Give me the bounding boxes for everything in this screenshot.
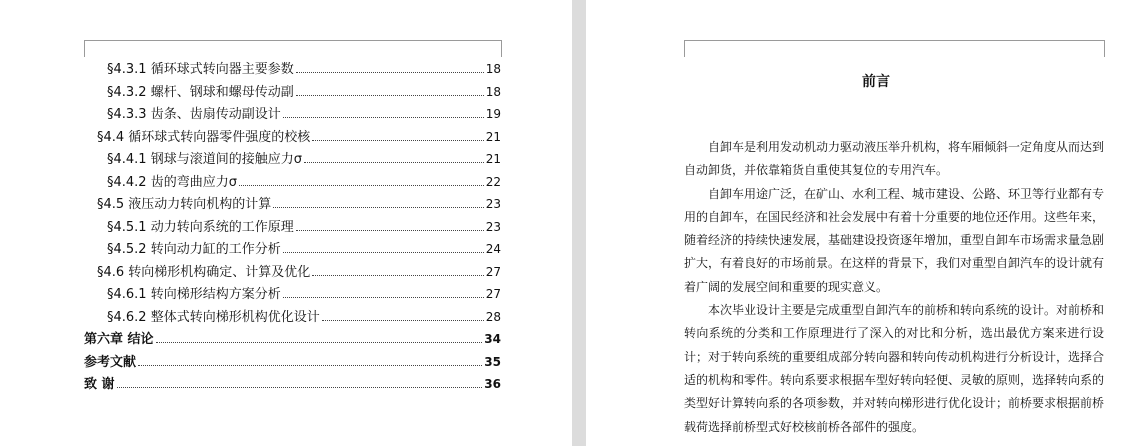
toc-entry-title: 第六章 结论: [84, 332, 154, 347]
toc-entry[interactable]: [107, 174, 501, 191]
toc-entry-title: §4.3.1 循环球式转向器主要参数: [107, 62, 294, 77]
toc-entry-title: §4.4.1 钢球与滚道间的接触应力σ: [107, 152, 302, 167]
toc-dot-leader: [283, 287, 484, 298]
toc-dot-leader: [156, 332, 483, 343]
toc-entry[interactable]: [107, 241, 501, 258]
toc-entry-title: §4.5 液压动力转向机构的计算: [97, 197, 272, 212]
toc-entry[interactable]: [107, 286, 501, 303]
toc-page-number: 27: [485, 287, 501, 301]
toc-page-number: 21: [485, 129, 501, 144]
toc-entry-title: 参考文献: [84, 354, 137, 370]
toc-entry[interactable]: [107, 61, 501, 78]
toc-dot-leader: [273, 197, 483, 208]
toc-entry[interactable]: [97, 264, 501, 281]
toc-page-number: 36: [484, 377, 501, 391]
toc-entry[interactable]: [107, 151, 501, 168]
toc-entry[interactable]: [97, 196, 501, 213]
toc-dot-leader: [283, 107, 484, 118]
toc-page-number: 23: [485, 197, 501, 211]
toc-page-number: 19: [485, 107, 501, 121]
header-crop-mark: [684, 40, 1105, 57]
toc-dot-leader: [239, 175, 484, 186]
toc-page-number: 35: [484, 354, 501, 369]
preface-paragraph: 本次毕业设计主要是完成重型自卸汽车的前桥和转向系统的设计。对前桥和转向系统的分类和工作原理进行了深入的对比和分析，选出最优方案来进行设计；对于转向系统的重要组成部分转向器和转向传动机构进行分析设计，选择合适的机构和零件。转向系要求根据车型好转向轻便、灵敏的原则，选择转向系的类型好计算转向系的各项参数，并对转向梯形进行优化设计；前桥要求根据前桥载荷选择前桥型式好校核前桥各部件的强度。: [684, 303, 1105, 434]
toc-entry[interactable]: [107, 309, 501, 326]
toc-entry[interactable]: [107, 84, 501, 101]
toc-dot-leader: [296, 62, 484, 73]
toc-dot-leader: [322, 310, 484, 321]
toc-dot-leader: [312, 265, 483, 276]
preface-body: [684, 136, 1104, 439]
toc-dot-leader: [296, 220, 484, 231]
toc-entry-title: §4.5.2 转向动力缸的工作分析: [107, 242, 281, 257]
toc-entry-title: §4.6.1 转向梯形结构方案分析: [107, 287, 281, 302]
preface-paragraph: 自卸车是利用发动机动力驱动液压举升机构，将车厢倾斜一定角度从而达到自动卸货，并依靠箱货自重使其复位的专用汽车。: [684, 140, 1105, 178]
toc-dot-leader: [117, 377, 483, 388]
toc-entry-title: §4.6 转向梯形机构确定、计算及优化: [97, 264, 311, 280]
toc-entry-title: §4.3.2 螺杆、钢球和螺母传动副: [107, 84, 294, 100]
toc-page-number: 34: [484, 332, 501, 346]
preface-title: 前言: [862, 74, 890, 90]
toc-entry[interactable]: [107, 106, 501, 123]
toc-page-number: 24: [485, 242, 501, 256]
toc-page-number: 23: [485, 219, 501, 234]
toc-page-number: 28: [485, 309, 501, 324]
toc-dot-leader: [304, 152, 484, 163]
toc-page-number: 27: [485, 264, 501, 279]
toc-dot-leader: [283, 242, 484, 253]
toc-dot-leader: [138, 355, 482, 366]
toc-entry-title: §4.5.1 动力转向系统的工作原理: [107, 219, 294, 235]
toc-entry-title: §4.3.3 齿条、齿扇传动副设计: [107, 107, 281, 122]
toc-entry[interactable]: [84, 331, 501, 348]
toc-entry-title: §4.6.2 整体式转向梯形机构优化设计: [107, 309, 320, 325]
preface-paragraph: 自卸车用途广泛，在矿山、水利工程、城市建设、公路、环卫等行业都有专用的自卸车，在国民经济和社会发展中有着十分重要的地位还作用。这些年来，随着经济的持续快速发展，基础建设投资逐年增加，重型自卸车市场需求量急剧扩大，有着良好的市场前景。在这样的背景下，我们对重型自卸汽车的设计就有着广阔的发展空间和重要的现实意义。: [684, 186, 1105, 294]
header-crop-mark: [84, 40, 502, 57]
toc-page-number: 18: [485, 62, 501, 76]
preface-page: [586, 0, 1142, 446]
toc-dot-leader: [296, 85, 484, 96]
toc-entry-title: §4.4 循环球式转向器零件强度的校核: [97, 129, 311, 145]
toc-page-number: 18: [485, 84, 501, 99]
toc-page-number: 21: [485, 152, 501, 166]
toc-entry-title: §4.4.2 齿的弯曲应力σ: [107, 174, 237, 190]
toc-dot-leader: [312, 130, 483, 141]
toc-entry[interactable]: [107, 219, 501, 236]
toc-entry[interactable]: [84, 376, 501, 393]
toc-entry-title: 致 谢: [84, 377, 115, 392]
toc-entry[interactable]: [97, 129, 501, 146]
toc-entry[interactable]: [84, 354, 501, 371]
page-gutter: [572, 0, 586, 446]
toc-page-number: 22: [485, 174, 501, 189]
